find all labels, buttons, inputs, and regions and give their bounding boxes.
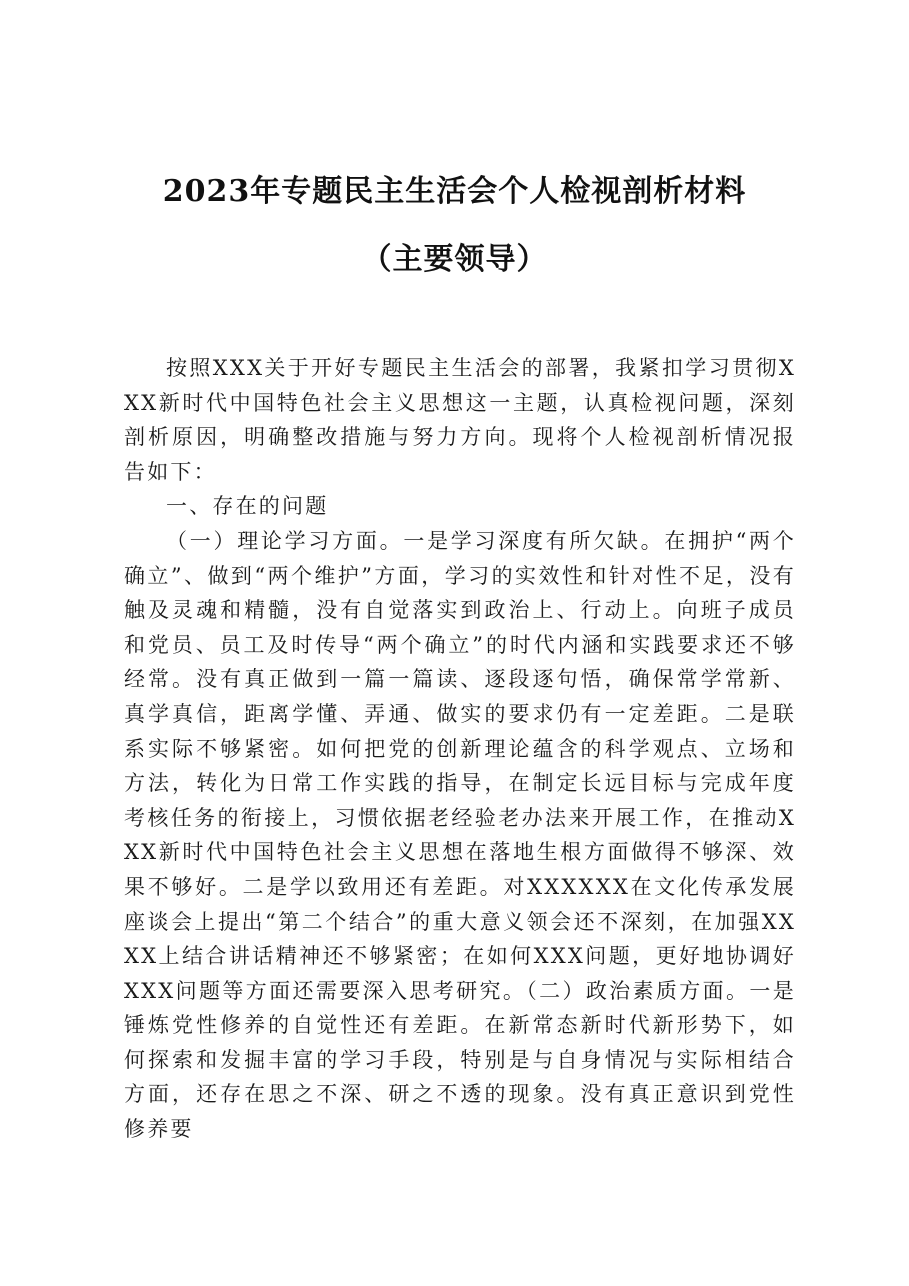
document-title: 2023年专题民主生活会个人检视剖析材料 xyxy=(162,174,747,209)
document-body xyxy=(124,351,796,1147)
section-heading-problems: 一、存在的问题 xyxy=(166,494,329,519)
intro-paragraph: 按照XXX关于开好专题民主生活会的部署，我紧扣学习贯彻XXX新时代中国特色社会主义思想这一主题，认真检视问题，深刻剖析原因，明确整改措施与努力方向。现将个人检视剖析情况报告如下： xyxy=(124,356,796,484)
document-subtitle: （主要领导） xyxy=(361,242,548,277)
body-paragraph: （一）理论学习方面。一是学习深度有所欠缺。在拥护“两个确立”、做到“两个维护”方面，学习的实效性和针对性不足，没有触及灵魂和精髓，没有自觉落实到政治上、行动上。向班子成员和党员、员工及时传导“两个确立”的时代内涵和实践要求还不够经常。没有真正做到一篇一篇读、逐段逐句悟，确保常学常新、真学真信，距离学懂、弄通、做实的要求仍有一定差距。二是联系实际不够紧密。如何把党的创新理论蕴含的科学观点、立场和方法，转化为日常工作实践的指导，在制定长远目标与完成年度考核任务的衔接上，习惯依据老经验老办法来开展工作，在推动XXX新时代中国特色社会主义思想在落地生根方面做得不够深、效果不够好。二是学以致用还有差距。对XXXXXX在文化传承发展座谈会上提出“第二个结合”的重大意义领会还不深刻，在加强XXXX上结合讲话精神还不够紧密；在如何XXX问题，更好地协调好XXX问题等方面还需要深入思考研究。（二）政治素质方面。一是锤炼党性修养的自觉性还有差距。在新常态新时代新形势下，如何探索和发掘丰富的学习手段，特别是与自身情况与实际相结合方面，还存在思之不深、研之不透的现象。没有真正意识到党性修养要 xyxy=(124,528,796,1142)
